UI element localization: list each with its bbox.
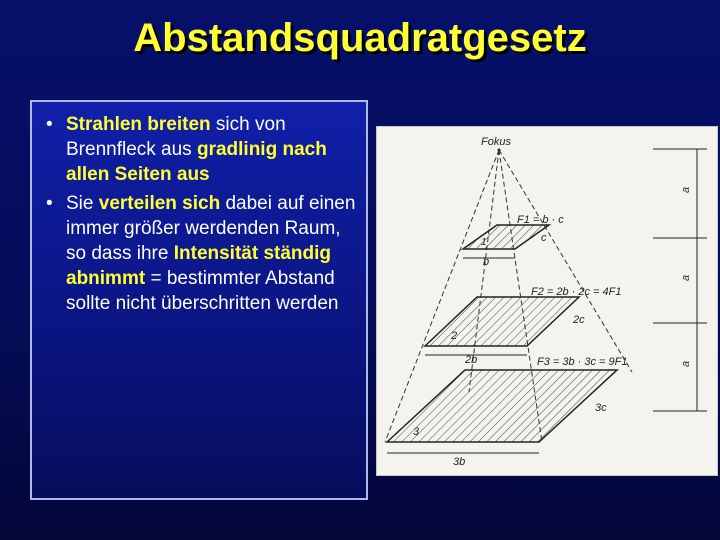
bullet-dot: • — [46, 193, 53, 214]
slide-title: Abstandsquadratgesetz — [133, 16, 587, 60]
bullet-1-part-2: sich von Brennfleck aus — [66, 114, 286, 160]
inverse-square-diagram — [376, 126, 718, 476]
bullet-2-part-3: dabei auf einen immer größer werdenden Raum, so dass ihre — [66, 193, 356, 264]
plane-1 — [463, 225, 549, 249]
formula-f3: F3 = 3b · 3c = 9F1 — [537, 356, 628, 368]
dim-c3: 3c — [595, 402, 607, 414]
dim-c1: c — [541, 232, 547, 244]
bullet-2-part-4: Intensität ständig abnimmt — [66, 243, 332, 289]
dim-b1: b — [483, 256, 490, 268]
diagram-svg — [377, 127, 717, 475]
plane-2 — [425, 297, 579, 346]
dim-a1: a — [680, 186, 692, 193]
formula-f2: F2 = 2b · 2c = 4F1 — [531, 286, 622, 298]
focus-label: Fokus — [481, 136, 511, 148]
formula-f1: F1 = b · c — [517, 214, 564, 226]
bullet-1-part-1: Strahlen breiten — [66, 114, 211, 135]
dim-b2: 2b — [465, 354, 478, 366]
dim-a2: a — [680, 274, 692, 281]
bullet-2-part-5: = bestimmter Abstand sollte nicht überschritten werden — [66, 268, 339, 314]
bullet-list — [32, 102, 366, 316]
dim-b3: 3b — [453, 456, 466, 468]
bullet-1-part-3: gradlinig nach allen Seiten aus — [66, 139, 327, 185]
dim-c2: 2c — [573, 314, 585, 326]
dim-a3: a — [680, 360, 692, 367]
bullet-dot: • — [46, 114, 53, 135]
bullet-item-1 — [42, 112, 356, 187]
plane-3-number: 3 — [413, 426, 420, 438]
bullet-item-2 — [42, 191, 356, 316]
bullet-2-part-1: Sie — [66, 193, 99, 214]
bullet-2-part-2: verteilen sich — [98, 193, 221, 214]
plane-2-number: 2 — [451, 330, 458, 342]
plane-3 — [387, 370, 617, 442]
text-panel — [30, 100, 368, 500]
plane-1-number: 1 — [481, 237, 487, 248]
